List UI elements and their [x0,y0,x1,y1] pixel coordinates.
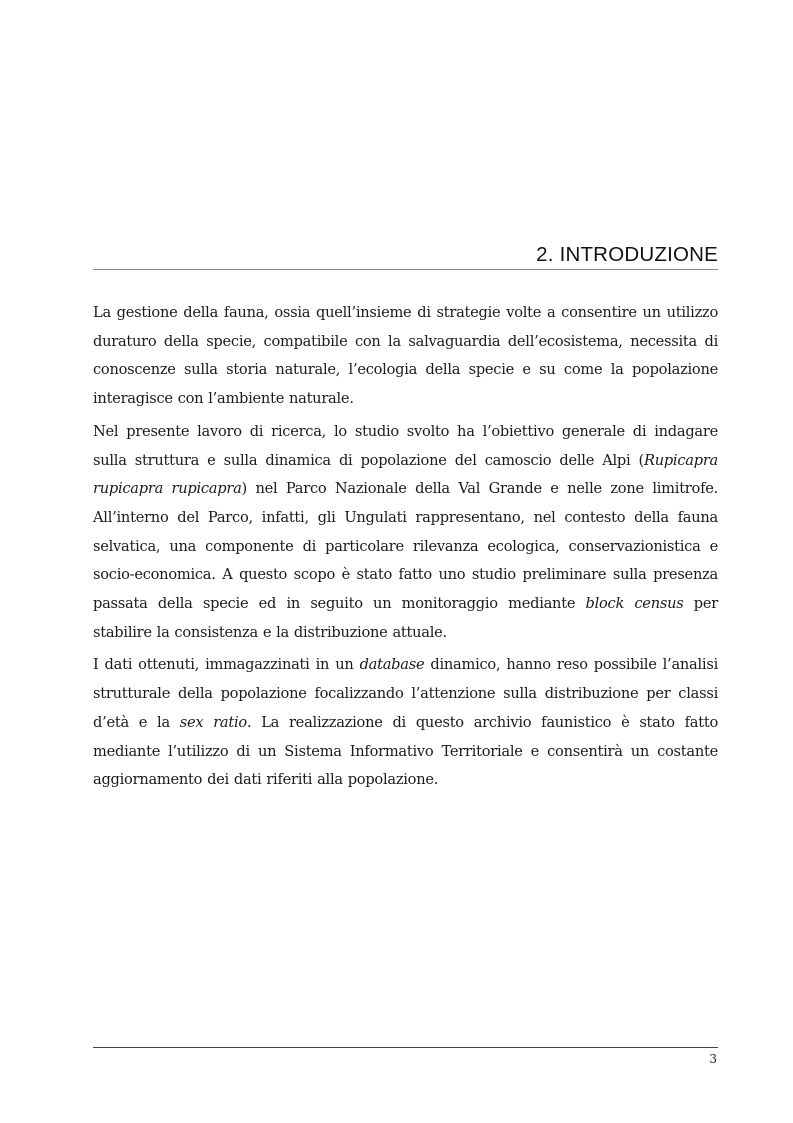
footer-divider [93,1047,718,1048]
text-segment: . La realizzazione di questo archivio faunistico è stato fatto mediante l’utilizzo di un Sistema Informativo Territoriale e consentirà un costante aggiornamento dei dati riferiti alla popolazione. [93,713,718,789]
paragraph-1 [93,299,718,414]
text-segment: per stabilire la consistenza e la distribuzione attuale. [93,595,718,641]
text-segment: dinamico, hanno reso possibile l’analisi strutturale della popolazione focalizzando l’attenzione sulla distribuzione per classi d’età e la [93,656,718,731]
body-text [93,299,718,799]
paragraph-2 [93,418,718,648]
page-number: 3 [709,1052,717,1066]
method-term-italic: block census [585,595,684,613]
database-term-italic: database [359,656,425,674]
text-segment: Nel presente lavoro di ricerca, lo studio svolto ha l’obiettivo generale di indagare sulla struttura e sulla dinamica di popolazione del camoscio delle Alpi ( [93,422,718,469]
chapter-heading: 2. INTRODUZIONE [536,243,718,266]
text-segment: ) nel Parco Nazionale della Val Grande e nelle zone limitrofe. All’interno del Parco, infatti, gli Ungulati rappresentano, nel contesto della fauna selvatica, una componente di particolare rilevanza ecologica, conservazionistica e socio-economica. A questo scopo è stato fatto uno studio preliminare sulla presenza passata della specie ed in seguito un monitoraggio mediante [93,480,718,613]
sex-ratio-term-italic: sex ratio [179,713,247,731]
paragraph-3 [93,651,718,795]
text-segment: La gestione della fauna, ossia quell’insieme di strategie volte a consentire un utilizzo duraturo della specie, compatibile con la salvaguardia dell’ecosistema, necessita di conoscenze sulla storia naturale, l’ecologia della specie e su come la popolazione interagisce con l’ambiente naturale. [93,304,718,408]
heading-divider [93,269,718,270]
species-name-italic: Rupicapra rupicapra rupicapra [93,451,718,498]
text-segment: I dati ottenuti, immagazzinati in un [93,656,360,674]
